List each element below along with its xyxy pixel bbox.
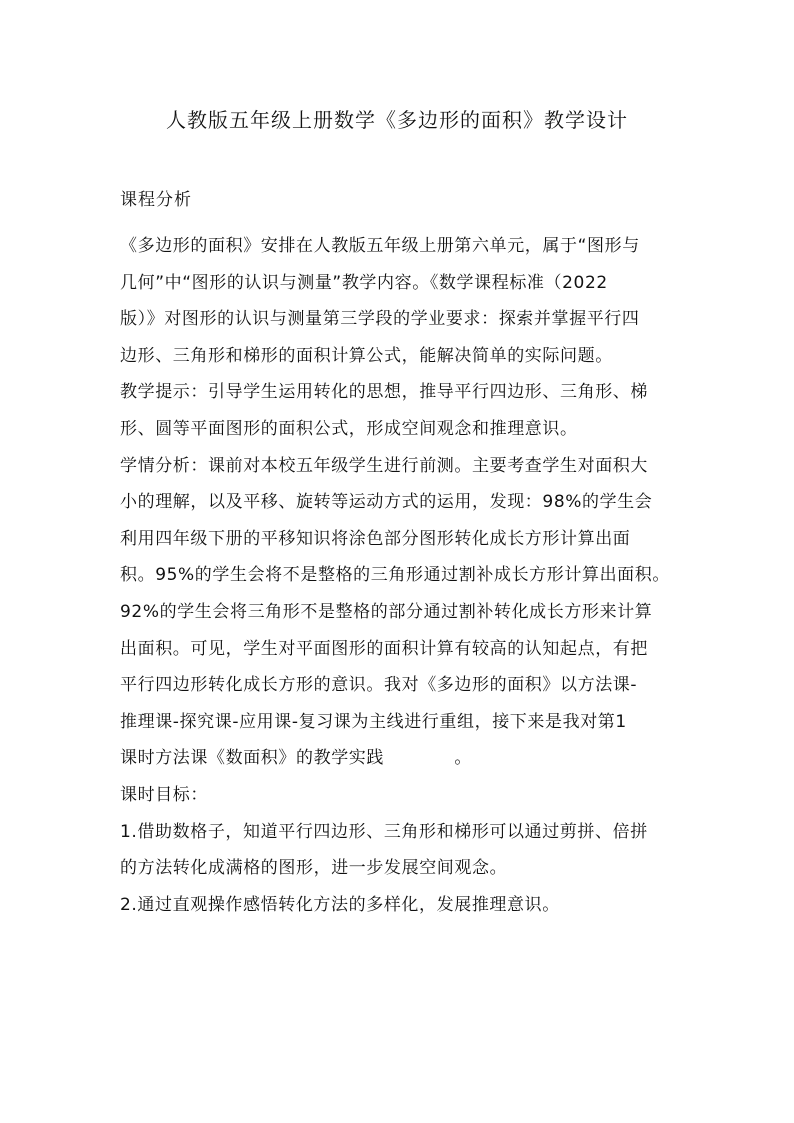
learner-analysis-line: 出面积。可见，学生对平面图形的面积计算有较高的认知起点，有把 (120, 638, 648, 659)
learner-analysis-line: 92%的学生会将三角形不是整格的部分通过割补转化成长方形来计算 (120, 601, 653, 622)
learner-analysis-line: 推理课-探究课-应用课-复习课为主线进行重组，接下来是我对第1 (120, 711, 627, 732)
body-line: 《多边形的面积》安排在人教版五年级上册第六单元，属于“图形与 (120, 236, 640, 256)
learner-analysis-line: 小的理解，以及平移、旋转等运动方式的运用，发现：98%的学生会 (120, 492, 653, 513)
learner-analysis-line: 利用四年级下册的平移知识将涂色部分图形转化成长方形计算出面 (120, 528, 631, 549)
learner-analysis-line: 平行四边形转化成长方形的意识。我对《多边形的面积》以方法课- (120, 675, 638, 696)
body-line: 版）》对图形的认识与测量第三学段的学业要求：探索并掌握平行四 (120, 309, 640, 330)
body-line: 几何”中“图形的认识与测量”教学内容。《数学课程标准（2022 (120, 272, 608, 293)
learner-analysis-line: 学情分析：课前对本校五年级学生进行前测。主要考查学生对面积大 (120, 455, 648, 476)
teaching-hint-line: 形、圆等平面图形的面积公式，形成空间观念和推理意识。 (120, 418, 578, 439)
lesson-goal-item: 的方法转化成满格的图形，进一步发展空间观念。 (120, 858, 508, 879)
lesson-goal-item: 1.借助数格子，知道平行四边形、三角形和梯形可以通过剪拼、倍拼 (120, 821, 648, 842)
learner-analysis-line: 积。95%的学生会将不是整格的三角形通过割补成长方形计算出面积。 (120, 565, 670, 586)
body-line: 边形、三角形和梯形的面积计算公式，能解决简单的实际问题。 (120, 345, 613, 366)
document-body (120, 228, 690, 923)
document-title: 人教版五年级上册数学《多边形的面积》教学设计 (166, 108, 628, 132)
section-heading-course-analysis: 课程分析 (120, 190, 192, 210)
lesson-goal-item: 2.通过直观操作感悟转化方法的多样化，发展推理意识。 (120, 894, 560, 915)
teaching-hint-line: 教学提示：引导学生运用转化的思想，推导平行四边形、三角形、梯 (120, 382, 648, 403)
learner-analysis-line: 课时方法课《数面积》的教学实践 。 (120, 748, 472, 769)
lesson-goals-heading: 课时目标： (120, 784, 208, 805)
